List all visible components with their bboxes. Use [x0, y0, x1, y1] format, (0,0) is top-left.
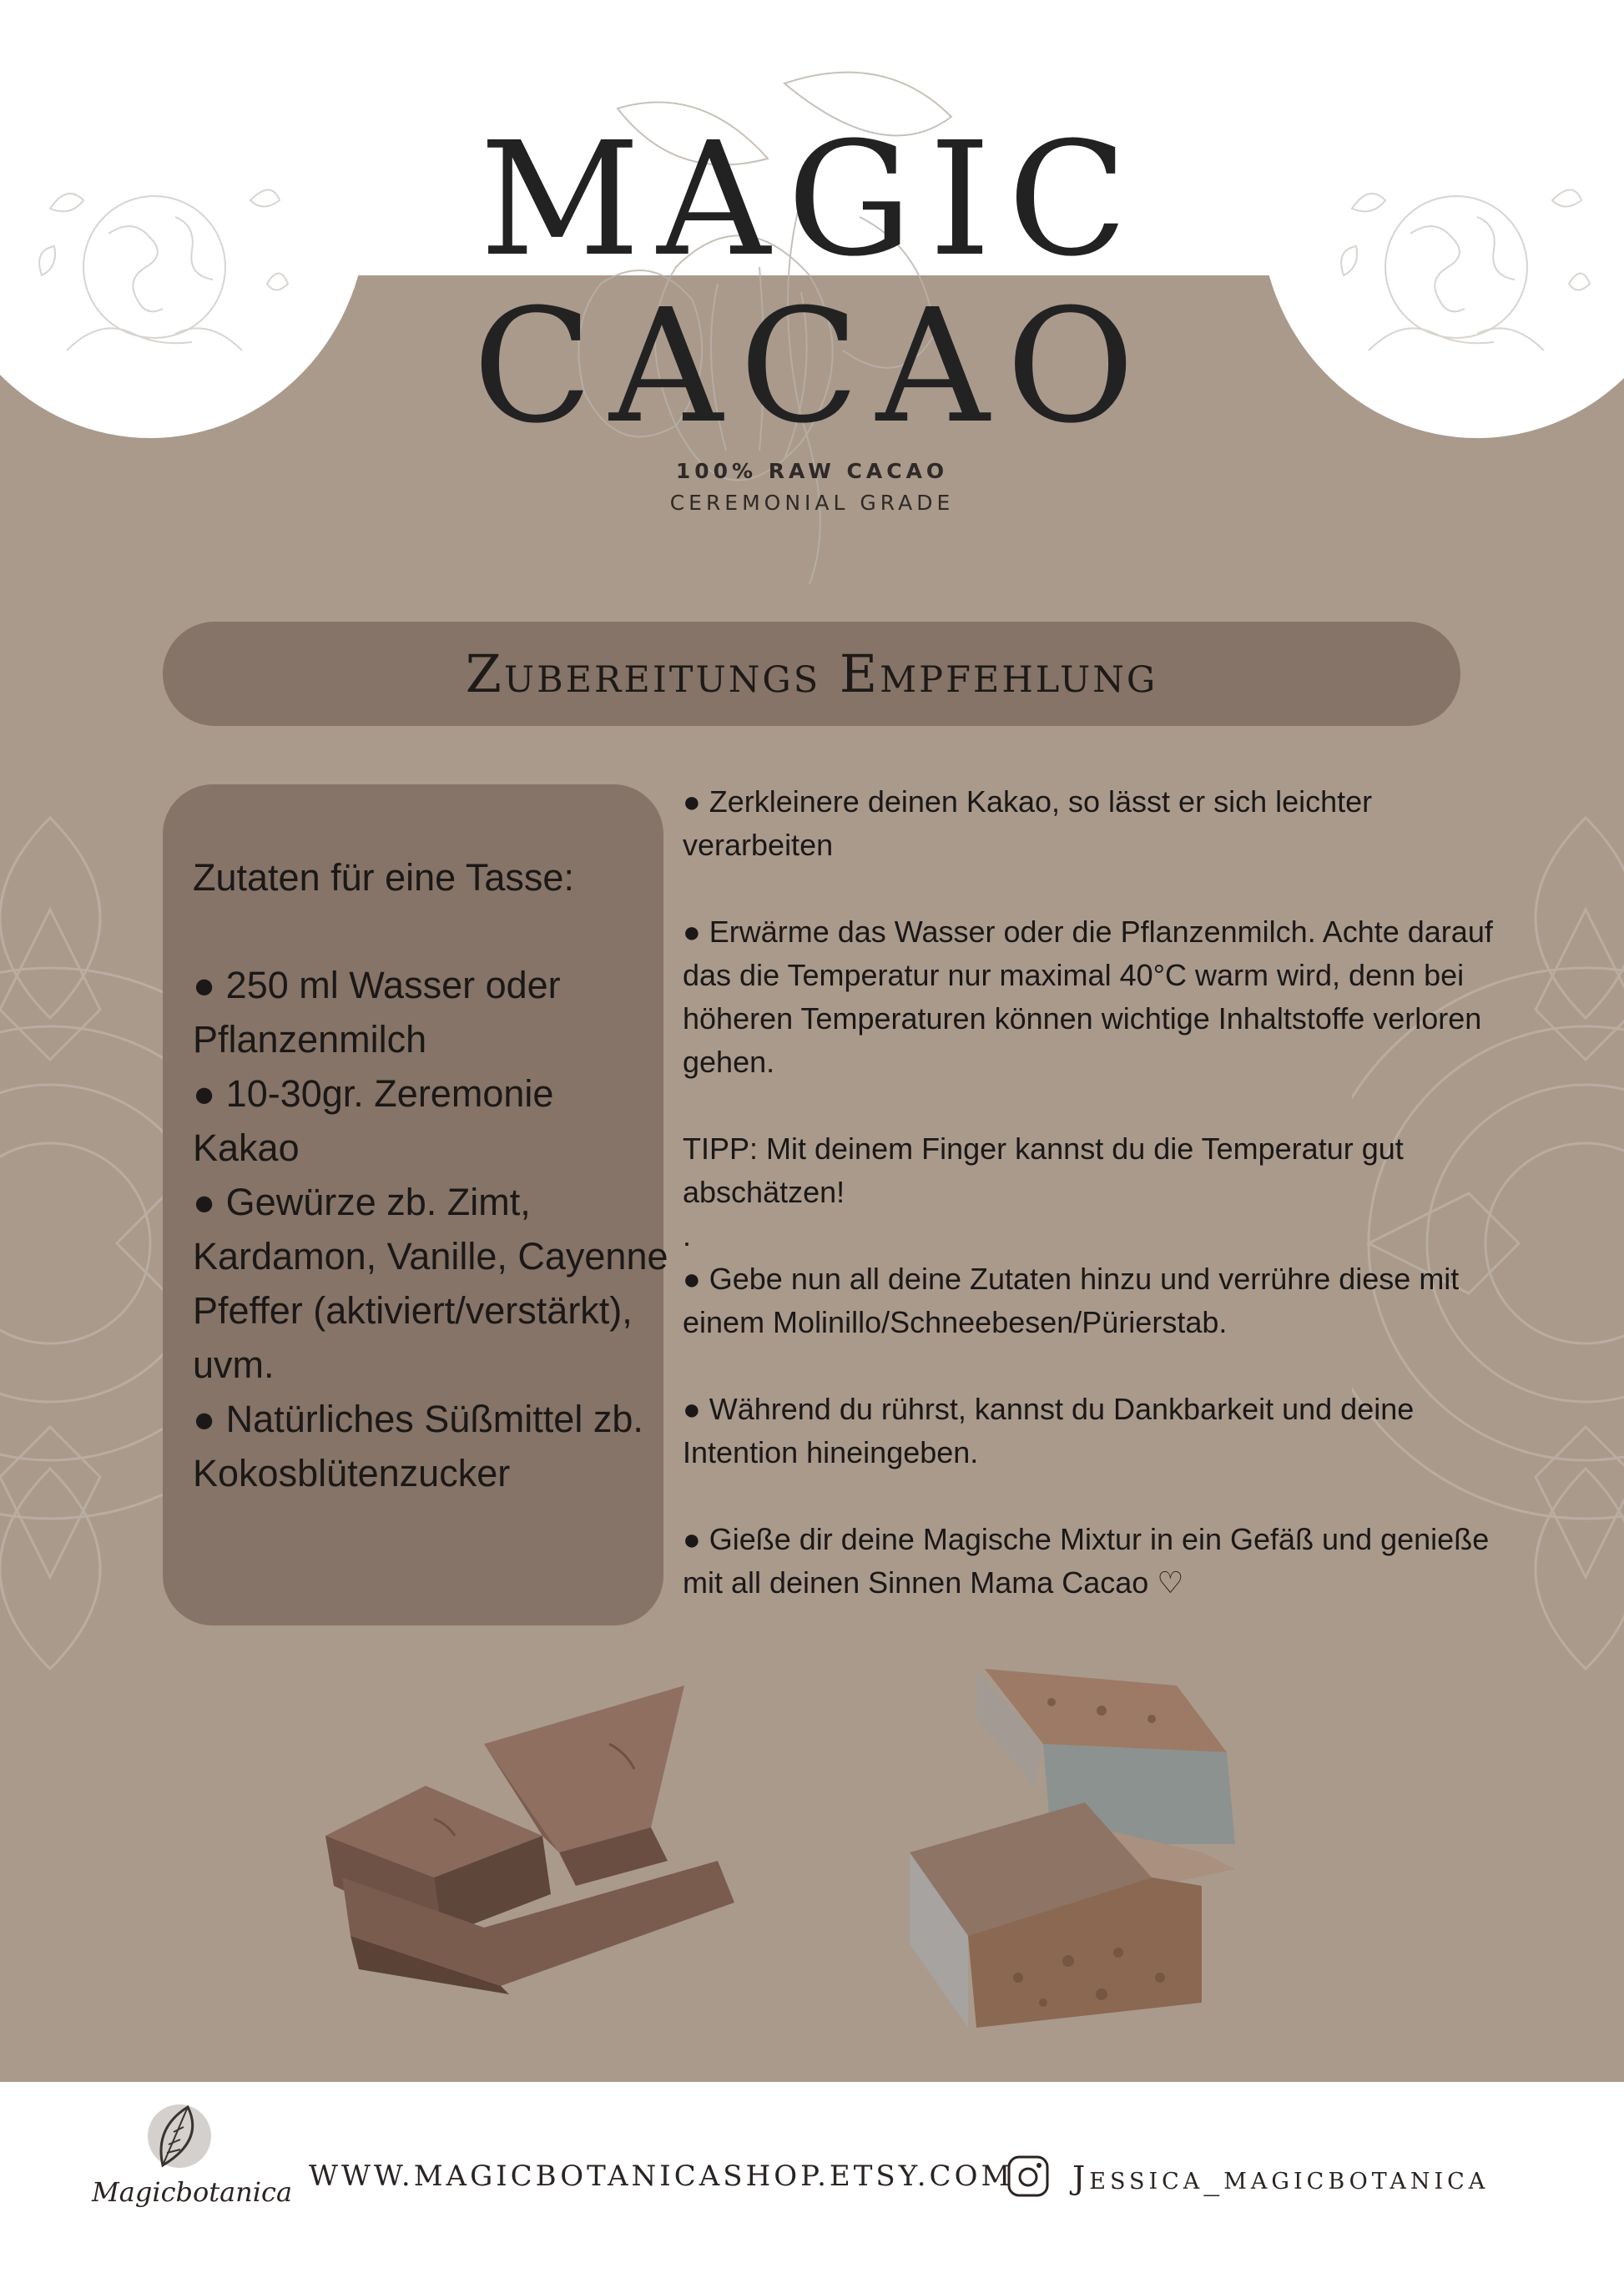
- step-text: ● Gebe nun all deine Zutaten hinzu und verrühre diese mit einem Molinillo/Schneebesen/Pürierstab.: [683, 1262, 1460, 1339]
- section-banner: [163, 622, 1460, 726]
- title-cacao: CACAO: [472, 275, 1152, 458]
- chocolate-pieces-image: [901, 1652, 1260, 2036]
- ingredient-item: ● 250 ml Wasser oder Pflanzenmilch: [193, 964, 561, 1061]
- step-text: ● Erwärme das Wasser oder die Pflanzenmilch. Achte darauf das die Temperatur nur maximal 40°C warm wird, denn bei höheren Temperaturen können wichtige Inhaltstoffe verloren gehen.: [683, 915, 1493, 1079]
- ingredients-title: Zutaten für eine Tasse:: [193, 856, 574, 899]
- subtitle-raw-cacao: 100% RAW CACAO: [675, 459, 949, 483]
- ingredient-item: ● 10-30gr. Zeremonie Kakao: [193, 1072, 554, 1169]
- subtitle-ceremonial-grade: CEREMONIAL GRADE: [669, 491, 955, 515]
- instagram-handle[interactable]: Jessica_magicbotanica: [1072, 2160, 1490, 2196]
- ingredient-item: ● Natürliches Süßmittel zb. Kokosblütenzucker: [193, 1398, 643, 1494]
- leaf-logo-icon: [134, 2094, 225, 2186]
- title-magic: MAGIC: [479, 108, 1145, 291]
- ingredient-item: ● Gewürze zb. Zimt, Kardamon, Vanille, Cayenne Pfeffer (aktiviert/verstärkt), uvm.: [193, 1181, 668, 1386]
- step-text: ● Zerkleinere deinen Kakao, so lässt er sich leichter verarbeiten: [683, 784, 1373, 862]
- brand-logo-text: Magicbotanica: [92, 2176, 293, 2208]
- chocolate-pieces-image: [317, 1686, 734, 1994]
- tip-text: TIPP: Mit deinem Finger kannst du die Temperatur gut abschätzen!: [683, 1131, 1404, 1209]
- step-text: ● Während du rührst, kannst du Dankbarkeit und deine Intention hineingeben.: [683, 1392, 1415, 1469]
- preparation-steps: [683, 780, 1517, 1648]
- ingredients-list: [193, 958, 668, 1500]
- ingredients-box: [163, 784, 668, 1625]
- banner-heading: Zubereitungs Empfehlung: [465, 643, 1158, 704]
- separator-dot: .: [683, 1218, 692, 1252]
- step-text: ● Gieße dir deine Magische Mixtur in ein Gefäß und genieße mit all deinen Sinnen Mama Cacao ♡: [683, 1522, 1490, 1600]
- website-link[interactable]: WWW.MAGICBOTANICASHOP.ETSY.COM: [309, 2160, 1014, 2193]
- instagram-icon[interactable]: [1006, 2155, 1050, 2198]
